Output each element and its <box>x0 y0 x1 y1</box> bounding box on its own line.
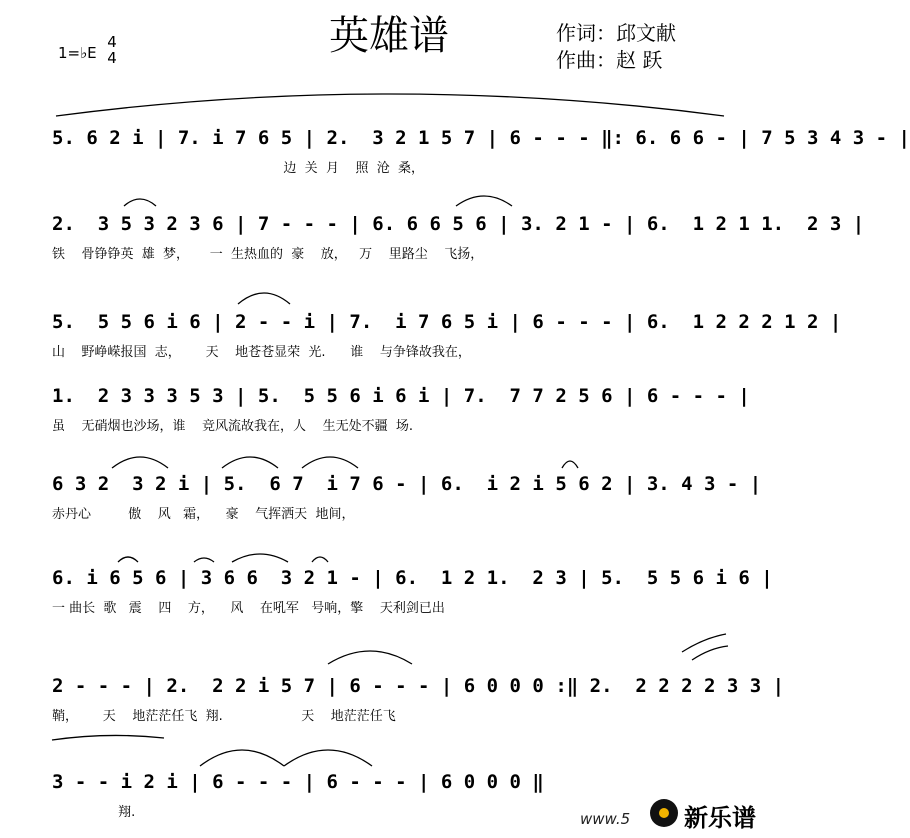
song-title: 英雄谱 <box>329 13 449 59</box>
meter-top: 4 <box>107 33 117 51</box>
meter-bottom: 4 <box>107 49 117 67</box>
notation-line: 6. i 6 5 6 | 3 6 6 3 2 1 - | 6. 1 2 1. 2 3 | 5. 5 5 6 i 6 | <box>52 567 773 589</box>
slur-marks <box>52 526 728 570</box>
notation-line: 2. 3 5 3 2 3 6 | 7 - - - | 6. 6 6 5 6 | 3. 2 1 - | 6. 1 2 1 1. 2 3 | <box>52 213 865 235</box>
slur-marks <box>52 634 728 678</box>
slur-marks <box>52 172 728 216</box>
lyric-line: 铁 骨铮铮英 雄 梦， 一 生热血的 豪 放， 万 里路尘 飞扬， <box>52 247 484 262</box>
lyric-line: 鞘， 天 地茫茫任飞 翔. 天 地茫茫任飞 <box>52 709 396 724</box>
notation-line: 6 3 2 3 2 i | 5. 6 7 i 7 6 - | 6. i 2 i 5 6 2 | 3. 4 3 - | <box>52 473 762 495</box>
website-text: www.5 <box>580 810 631 828</box>
slur-marks <box>52 730 728 774</box>
lyric-line: 翔. <box>52 805 136 820</box>
lyric-line: 山 野峥嵘报国 志， 天 地苍苍显荣 光. 谁 与争锋故我在， <box>52 345 471 360</box>
credits <box>556 20 676 74</box>
vinyl-disc-icon <box>650 799 678 827</box>
key-signature: 1=♭E <box>58 44 97 62</box>
lyric-line: 一 曲长 歌 震 四 方， 风 在吼军 号响，擎 天利剑已出 <box>52 601 445 616</box>
slur-marks <box>52 432 728 476</box>
composer-credit: 作曲：赵 跃 <box>556 48 663 72</box>
site-watermark <box>580 796 776 830</box>
notation-line: 2 - - - | 2. 2 2 i 5 7 | 6 - - - | 6 0 0 0 :‖ 2. 2 2 2 2 3 3 | <box>52 675 785 697</box>
lyricist-credit: 作词：邱文献 <box>556 21 676 45</box>
lyric-line: 赤丹心 傲 风 霜， 豪 气挥洒天 地间， <box>52 507 355 522</box>
brand-name: 新乐谱 <box>684 804 756 832</box>
notation-line: 3 - - i 2 i | 6 - - - | 6 - - - | 6 0 0 0 ‖ <box>52 771 544 793</box>
time-signature <box>104 34 120 66</box>
slur-marks <box>52 86 728 130</box>
lyric-line: 边 关 月 照 沧 桑， <box>52 161 424 176</box>
notation-line: 5. 5 5 6 i 6 | 2 - - i | 7. i 7 6 5 i | 6 - - - | 6. 1 2 2 2 1 2 | <box>52 311 842 333</box>
lyric-line: 虽 无硝烟也沙场，谁 竞风流故我在，人 生无处不疆 场. <box>52 419 413 434</box>
notation-line: 5. 6 2 i | 7. i 7 6 5 | 2. 3 2 1 5 7 | 6 - - - ‖: 6. 6 6 - | 7 5 3 4 3 - | <box>52 127 910 149</box>
slur-marks <box>52 270 728 314</box>
notation-line: 1. 2 3 3 3 5 3 | 5. 5 5 6 i 6 i | 7. 7 7 2 5 6 | 6 - - - | <box>52 385 750 407</box>
